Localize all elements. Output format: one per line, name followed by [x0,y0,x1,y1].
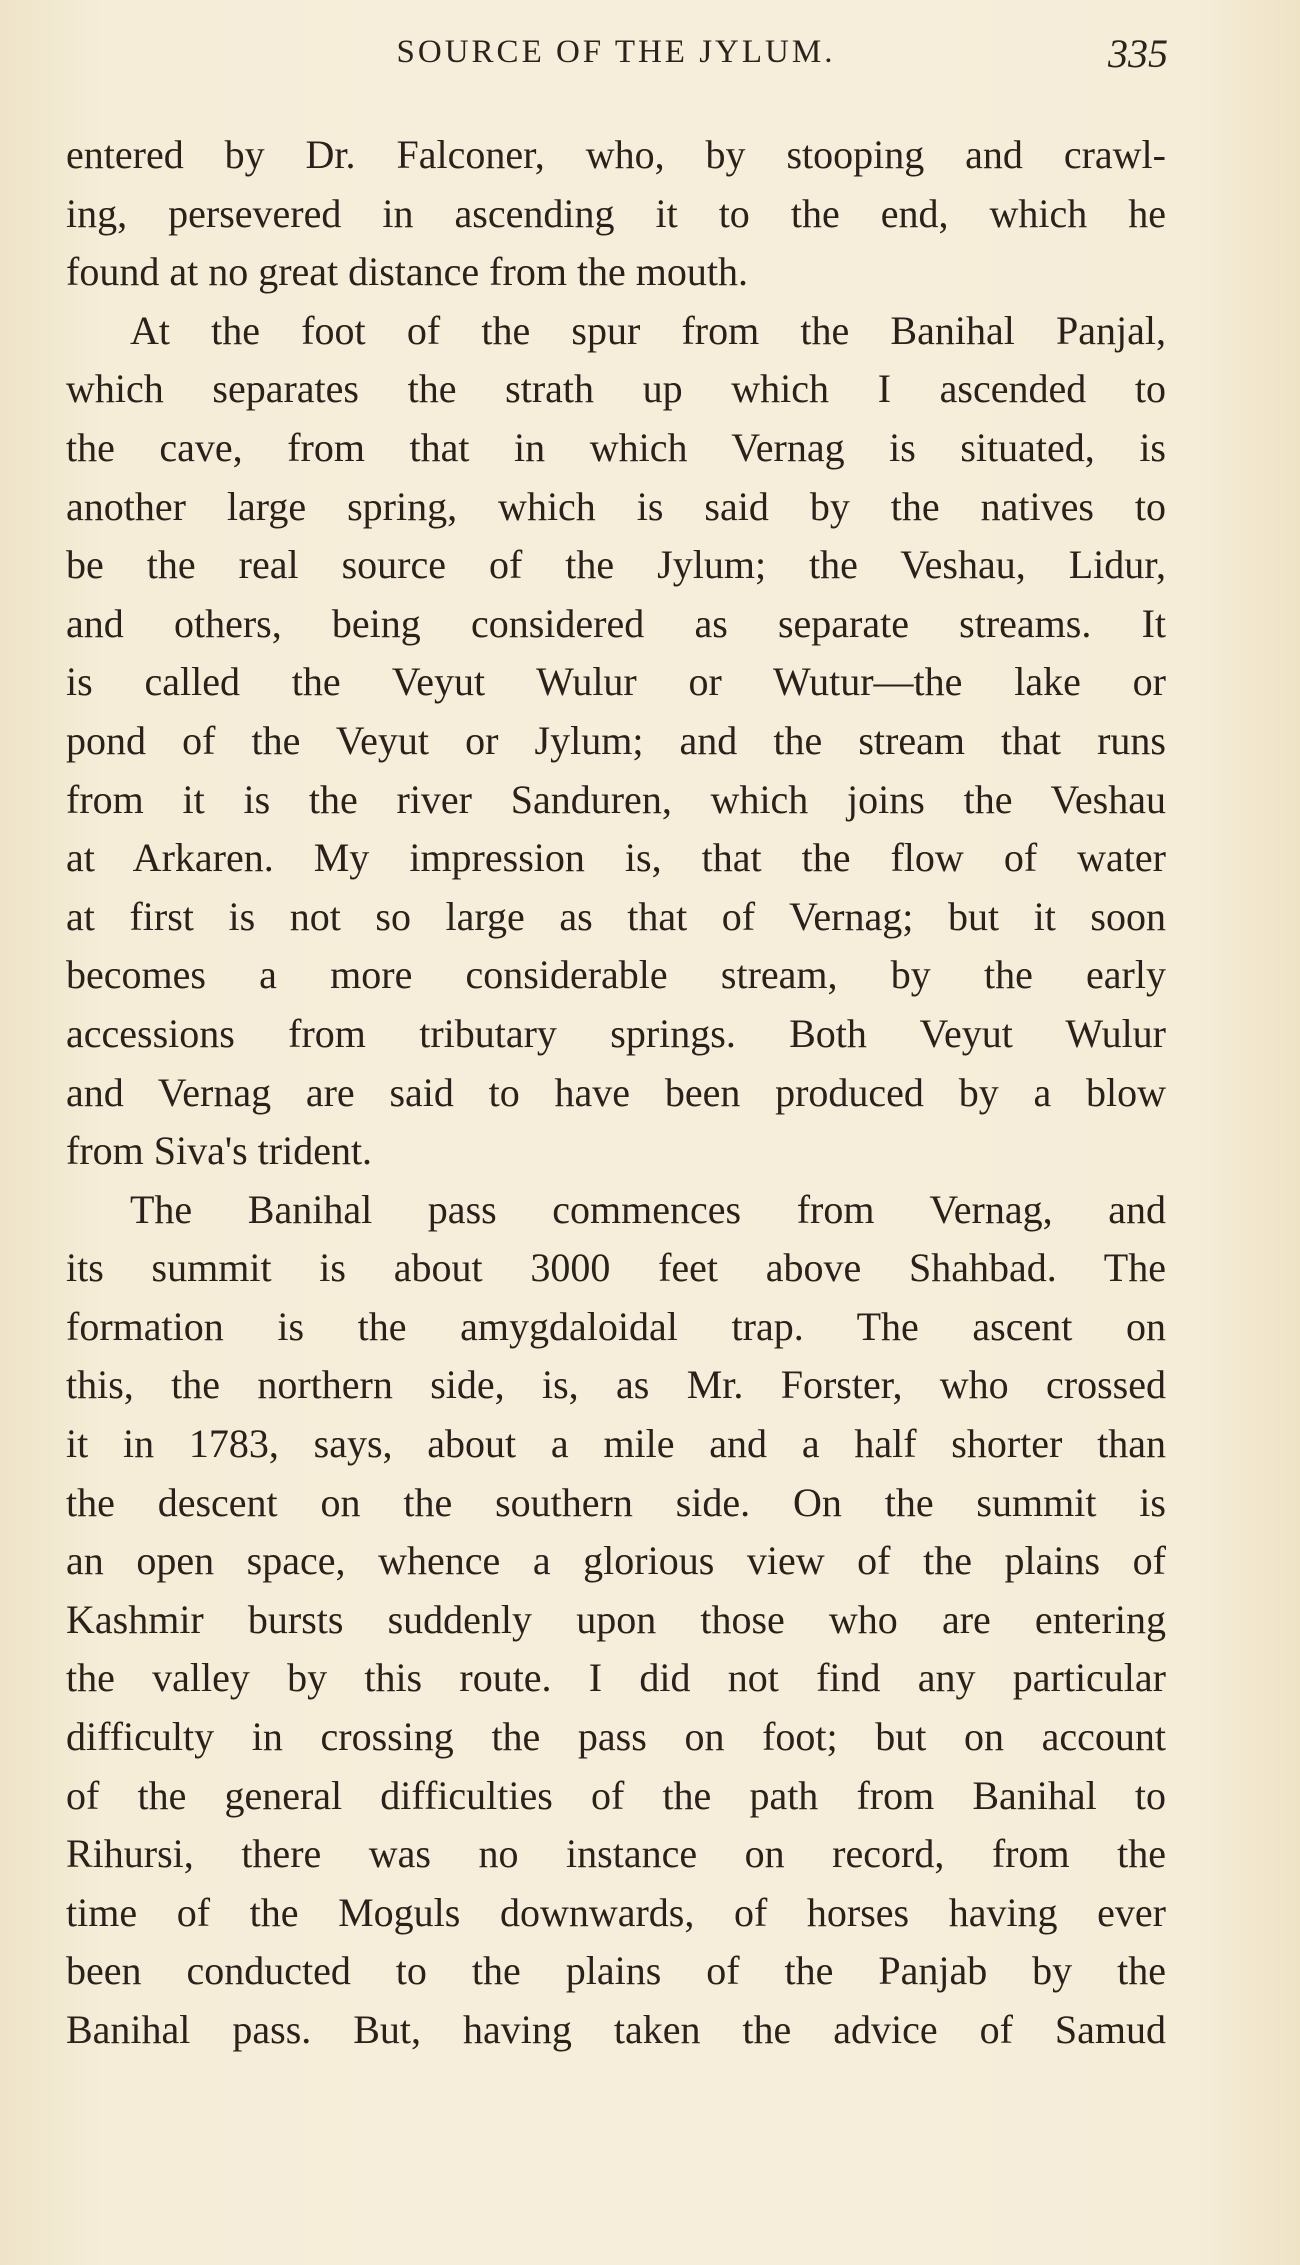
text-line: Kashmir bursts suddenly upon those who are entering [66,1596,1166,1642]
text-line: entered by Dr. Falconer, who, by stooping and crawl- [66,132,1166,177]
text-line: been conducted to the plains of the Panjab by the [66,1948,1166,1994]
text-line: at first is not so large as that of Vernag; but it soon [66,893,1166,939]
text-line: Banihal pass. But, having taken the advice of Samud [66,2007,1166,2052]
text-line: difficulty in crossing the pass on foot; but on account [66,1714,1166,1760]
text-line: be the real source of the Jylum; the Veshau, Lidur, [66,542,1166,588]
text-line: becomes a more considerable stream, by the early [66,952,1166,998]
text-line: from it is the river Sanduren, which joins the Veshau [66,776,1166,822]
text-line: pond of the Veyut or Jylum; and the stream that runs [66,717,1166,763]
text-line: of the general difficulties of the path from Banihal to [66,1772,1166,1818]
running-head [64,30,1168,84]
page-number: 335 [1108,31,1168,76]
text-line: ing, persevered in ascending it to the end, which he [66,190,1166,236]
text-line: is called the Veyut Wulur or Wutur—the lake or [66,659,1166,705]
text-line: its summit is about 3000 feet above Shahbad. The [66,1245,1166,1291]
text-line: accessions from tributary springs. Both Veyut Wulur [66,1010,1166,1056]
text-line: The Banihal pass commences from Vernag, and [130,1186,1166,1232]
text-line: another large spring, which is said by the natives to [66,483,1166,529]
text-line: Rihursi, there was no instance on record, from the [66,1831,1166,1877]
text-line: and others, being considered as separate streams. It [66,600,1166,646]
text-line: it in 1783, says, about a mile and a half shorter than [66,1421,1166,1467]
text-line: the descent on the southern side. On the summit is [66,1479,1166,1525]
text-line: formation is the amygdaloidal trap. The ascent on [66,1303,1166,1349]
text-line: which separates the strath up which I ascended to [66,366,1166,412]
text-line: an open space, whence a glorious view of the plains of [66,1538,1166,1584]
running-title: SOURCE OF THE JYLUM. [396,34,836,70]
text-line: the valley by this route. I did not find any particular [66,1655,1166,1701]
text-line: found at no great distance from the mouth. [66,249,749,295]
body-text [66,126,1166,2060]
text-line: and Vernag are said to have been produced by a blow [66,1069,1166,1115]
text-line: this, the northern side, is, as Mr. Forster, who crossed [66,1362,1166,1408]
text-line: at Arkaren. My impression is, that the flow of water [66,835,1166,881]
text-line: the cave, from that in which Vernag is situated, is [66,424,1166,470]
text-line: from Siva's trident. [66,1128,373,1174]
text-line: At the foot of the spur from the Banihal Panjal, [130,307,1166,353]
text-line: time of the Moguls downwards, of horses having ever [66,1889,1166,1935]
